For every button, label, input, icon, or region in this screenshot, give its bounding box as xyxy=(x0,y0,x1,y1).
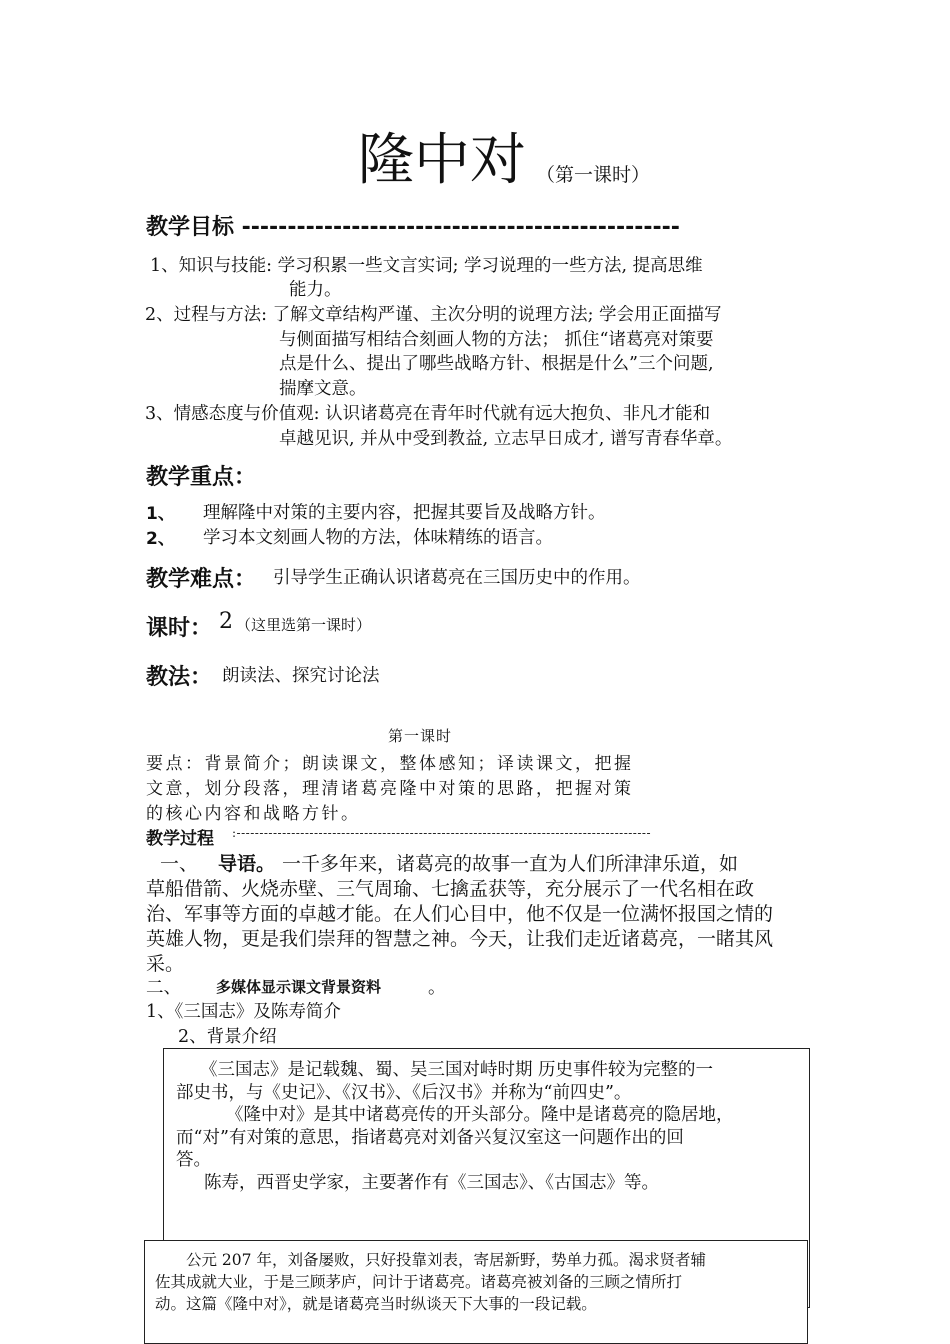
key-point-2-number: 2、 xyxy=(146,529,175,549)
process-heading: 教学过程 xyxy=(146,829,214,849)
section-2-period: 。 xyxy=(428,978,446,998)
subsection-1: 1、《三国志》及陈寿简介 xyxy=(146,1002,341,1022)
page-title: 隆中对 xyxy=(358,128,526,193)
objectives-heading: 教学目标 ------------------------------------------------ xyxy=(146,215,680,240)
difficulty-text: 引导学生正确认识诸葛亮在三国历史中的作用。 xyxy=(273,568,641,588)
process-dashes: :------------------------------------------------------------------------------------------- xyxy=(232,826,652,840)
box2-line-1: 公元 207 年，刘备屡败，只好投靠刘表，寄居新野，势单力孤。渴求贤者辅 xyxy=(186,1251,706,1269)
hours-note: （这里选第一课时） xyxy=(236,616,372,634)
page-subtitle: （第一课时） xyxy=(536,164,651,186)
box2-line-3: 动。这篇《隆中对》，就是诸葛亮当时纵谈天下大事的一段记载。 xyxy=(155,1295,597,1313)
methods-heading: 教法： xyxy=(146,665,213,690)
subsection-2: 2、背景介绍 xyxy=(178,1027,277,1047)
lesson-points-line-1: 要点：背景简介；朗读课文，整体感知；译读课文，把握 xyxy=(146,754,634,774)
section-1-label: 导语。 xyxy=(218,853,276,875)
section-2-number: 二、 xyxy=(146,978,181,998)
objective-2-line-3: 点是什么、提出了哪些战略方针、根据是什么”三个问题, xyxy=(279,354,714,374)
key-point-2-text: 学习本文刻画人物的方法，体味精练的语言。 xyxy=(203,528,553,548)
hours-heading: 课时： xyxy=(146,616,213,641)
lesson-points-line-3: 的核心内容和战略方针。 xyxy=(146,804,361,824)
objective-3-line-1: 3、情感态度与价值观: 认识诸葛亮在青年时代就有远大抱负、非凡才能和 xyxy=(145,404,711,424)
objective-2-line-1: 2、过程与方法: 了解文章结构严谨、主次分明的说理方法; 学会用正面描写 xyxy=(145,305,722,325)
methods-text: 朗读法、探究讨论法 xyxy=(222,666,380,686)
lesson-points-line-2: 文意，划分段落，理清诸葛亮隆中对策的思路，把握对策 xyxy=(146,779,634,799)
hours-value: 2 xyxy=(219,609,233,634)
section-1-line-3: 治、军事等方面的卓越才能。在人们心目中，他不仅是一位满怀报国之情的 xyxy=(146,903,774,925)
section-1-line-5: 采。 xyxy=(146,953,185,975)
key-point-1-number: 1、 xyxy=(146,504,175,524)
objective-2-line-4: 揣摩文意。 xyxy=(279,379,367,399)
box1-line-1: 《三国志》是记载魏、蜀、吴三国对峙时期 历史事件较为完整的一 xyxy=(200,1060,714,1080)
objective-2-line-2: 与侧面描写相结合刻画人物的方法； 抓住“诸葛亮对策要 xyxy=(279,330,714,350)
box1-line-3: 《隆中对》是其中诸葛亮传的开头部分。隆中是诸葛亮的隐居地， xyxy=(226,1105,734,1125)
box1-line-4: 而“对”有对策的意思，指诸葛亮对刘备兴复汉室这一问题作出的回 xyxy=(176,1128,684,1148)
objective-1-line-2: 能力。 xyxy=(289,280,342,300)
section-1-number: 一、 xyxy=(160,853,199,875)
box2-line-2: 佐其成就大业，于是三顾茅庐，问计于诸葛亮。诸葛亮被刘备的三顾之情所打 xyxy=(155,1273,683,1291)
section-1-line-1: 一千多年来，诸葛亮的故事一直为人们所津津乐道，如 xyxy=(282,853,739,875)
section-2-label: 多媒体显示课文背景资料 xyxy=(216,978,382,996)
box1-line-2: 部史书，与《史记》、《汉书》、《后汉书》并称为“前四史”。 xyxy=(176,1083,632,1103)
key-point-1-text: 理解隆中对策的主要内容，把握其要旨及战略方针。 xyxy=(203,503,606,523)
objective-3-line-2: 卓越见识, 并从中受到教益, 立志早日成才, 谱写青春华章。 xyxy=(279,429,733,449)
section-1-line-4: 英雄人物，更是我们崇拜的智慧之神。今天，让我们走近诸葛亮，一睹其风 xyxy=(146,928,774,950)
section-1-line-2: 草船借箭、火烧赤壁、三气周瑜、七擒孟获等，充分展示了一代名相在政 xyxy=(146,878,755,900)
key-points-heading: 教学重点： xyxy=(146,465,257,490)
lesson-title: 第一课时 xyxy=(388,727,453,745)
box1-line-6: 陈寿，西晋史学家，主要著作有《三国志》、《古国志》等。 xyxy=(204,1173,659,1193)
objective-1-line-1: 1、知识与技能: 学习积累一些文言实词; 学习说理的一些方法, 提高思维 xyxy=(150,256,703,276)
difficulty-heading: 教学难点： xyxy=(146,567,257,592)
box1-line-5: 答。 xyxy=(176,1150,211,1170)
